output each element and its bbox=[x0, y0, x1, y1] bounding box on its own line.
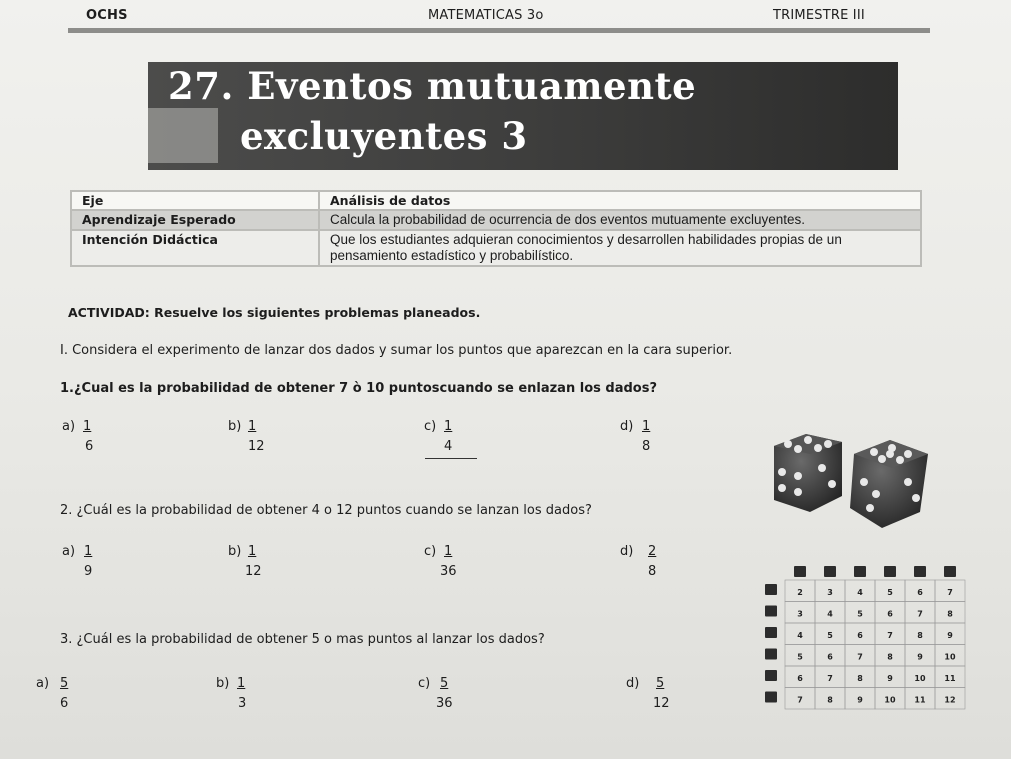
term-label: TRIMESTRE III bbox=[773, 8, 865, 23]
die-face-icon bbox=[765, 627, 777, 638]
row-label: Aprendizaje Esperado bbox=[71, 210, 319, 230]
sum-value: 9 bbox=[947, 631, 953, 640]
sum-value: 6 bbox=[917, 588, 923, 597]
answer-underline bbox=[425, 458, 477, 459]
activity-instruction: ACTIVIDAD: Resuelve los siguientes problemas planeados. bbox=[68, 305, 481, 320]
question-2: 2. ¿Cuál es la probabilidad de obtener 4 o 12 puntos cuando se lanzan los dados? bbox=[60, 503, 592, 518]
die-face-icon bbox=[765, 692, 777, 703]
die-face-icon bbox=[824, 566, 836, 577]
sum-value: 12 bbox=[944, 695, 956, 705]
q2-option-c[interactable]: c) 1 36 bbox=[424, 544, 457, 579]
q1-option-b[interactable]: b) 1 12 bbox=[228, 419, 265, 454]
sum-value: 9 bbox=[917, 652, 923, 662]
row-label: Intención Didáctica bbox=[71, 230, 319, 266]
sum-value: 6 bbox=[857, 631, 863, 640]
row-value: Análisis de datos bbox=[319, 191, 921, 210]
sum-value: 10 bbox=[884, 695, 896, 705]
sum-value: 7 bbox=[947, 588, 953, 597]
sum-value: 7 bbox=[827, 674, 833, 683]
sum-value: 8 bbox=[857, 674, 863, 683]
row-value: Que los estudiantes adquieran conocimientos y desarrollen habilidades propias de un pensamiento estadístico y probabilístico. bbox=[319, 230, 921, 266]
q3-option-a[interactable]: a) 5 6 bbox=[36, 676, 69, 711]
dice-image bbox=[770, 432, 932, 532]
title-number: 27. bbox=[168, 64, 234, 108]
sum-value: 5 bbox=[887, 588, 893, 597]
sum-value: 8 bbox=[887, 652, 893, 662]
question-3: 3. ¿Cuál es la probabilidad de obtener 5 o mas puntos al lanzar los dados? bbox=[60, 632, 545, 647]
sum-value: 7 bbox=[797, 695, 803, 705]
row-label: Eje bbox=[71, 191, 319, 210]
q1-option-c[interactable]: c) 1 4 bbox=[424, 419, 453, 454]
row-value: Calcula la probabilidad de ocurrencia de dos eventos mutuamente excluyentes. bbox=[319, 210, 921, 230]
sum-value: 8 bbox=[827, 695, 833, 705]
q2-option-a[interactable]: a) 1 9 bbox=[62, 544, 93, 579]
sum-value: 7 bbox=[857, 652, 863, 662]
table-row bbox=[71, 191, 921, 210]
sum-grid bbox=[765, 566, 965, 709]
q3-option-b[interactable]: b) 1 3 bbox=[216, 676, 247, 711]
sum-value: 5 bbox=[827, 631, 833, 640]
title-line-1 bbox=[168, 64, 696, 108]
sum-value: 6 bbox=[797, 674, 803, 683]
header-divider bbox=[68, 28, 930, 33]
q3-option-d[interactable]: d) 5 12 bbox=[626, 676, 670, 711]
sum-value: 6 bbox=[827, 652, 833, 662]
q1-option-a[interactable]: a) 1 6 bbox=[62, 419, 94, 454]
die-face-icon bbox=[944, 566, 956, 577]
die-face-icon bbox=[765, 584, 777, 595]
school-label: OCHS bbox=[86, 8, 128, 23]
sum-value: 3 bbox=[827, 588, 833, 597]
question-1: 1.¿Cual es la probabilidad de obtener 7 ò 10 puntoscuando se enlazan los dados? bbox=[60, 381, 657, 396]
sum-value: 4 bbox=[857, 588, 863, 597]
title-text-1: Eventos mutuamente bbox=[247, 64, 697, 108]
sum-value: 7 bbox=[887, 631, 893, 640]
die-left-icon bbox=[774, 434, 842, 512]
sum-value: 9 bbox=[887, 674, 893, 683]
sum-value: 10 bbox=[914, 674, 926, 683]
q2-option-d[interactable]: d) 2 8 bbox=[620, 544, 657, 579]
q2-option-b[interactable]: b) 1 12 bbox=[228, 544, 262, 579]
sum-value: 2 bbox=[797, 588, 803, 597]
die-face-icon bbox=[765, 670, 777, 681]
die-face-icon bbox=[794, 566, 806, 577]
sum-value: 6 bbox=[887, 609, 893, 619]
die-right-icon bbox=[850, 440, 928, 528]
sum-value: 5 bbox=[857, 609, 863, 619]
info-table bbox=[70, 190, 922, 267]
sum-value: 4 bbox=[827, 609, 833, 619]
table-row bbox=[71, 230, 921, 266]
sum-value: 8 bbox=[917, 631, 923, 640]
die-face-icon bbox=[914, 566, 926, 577]
die-face-icon bbox=[765, 649, 777, 660]
dice-sum-table bbox=[757, 566, 982, 724]
q1-option-d[interactable]: d) 1 8 bbox=[620, 419, 651, 454]
sum-value: 4 bbox=[797, 631, 803, 640]
subject-label: MATEMATICAS 3o bbox=[428, 8, 544, 23]
die-face-icon bbox=[765, 606, 777, 617]
sum-value: 3 bbox=[797, 609, 803, 619]
sum-value: 11 bbox=[914, 695, 926, 705]
title-text-2: excluyentes 3 bbox=[240, 114, 528, 158]
sum-value: 9 bbox=[857, 695, 863, 705]
title-decoration bbox=[148, 108, 218, 163]
table-row bbox=[71, 210, 921, 230]
sum-value: 5 bbox=[797, 652, 803, 662]
sum-value: 10 bbox=[944, 652, 956, 662]
die-face-icon bbox=[884, 566, 896, 577]
sum-value: 8 bbox=[947, 609, 953, 619]
experiment-intro: I. Considera el experimento de lanzar dos dados y sumar los puntos que aparezcan en la cara superior. bbox=[60, 343, 733, 358]
die-face-icon bbox=[854, 566, 866, 577]
sum-value: 7 bbox=[917, 609, 923, 619]
sum-value: 11 bbox=[944, 674, 956, 683]
q3-option-c[interactable]: c) 5 36 bbox=[418, 676, 453, 711]
